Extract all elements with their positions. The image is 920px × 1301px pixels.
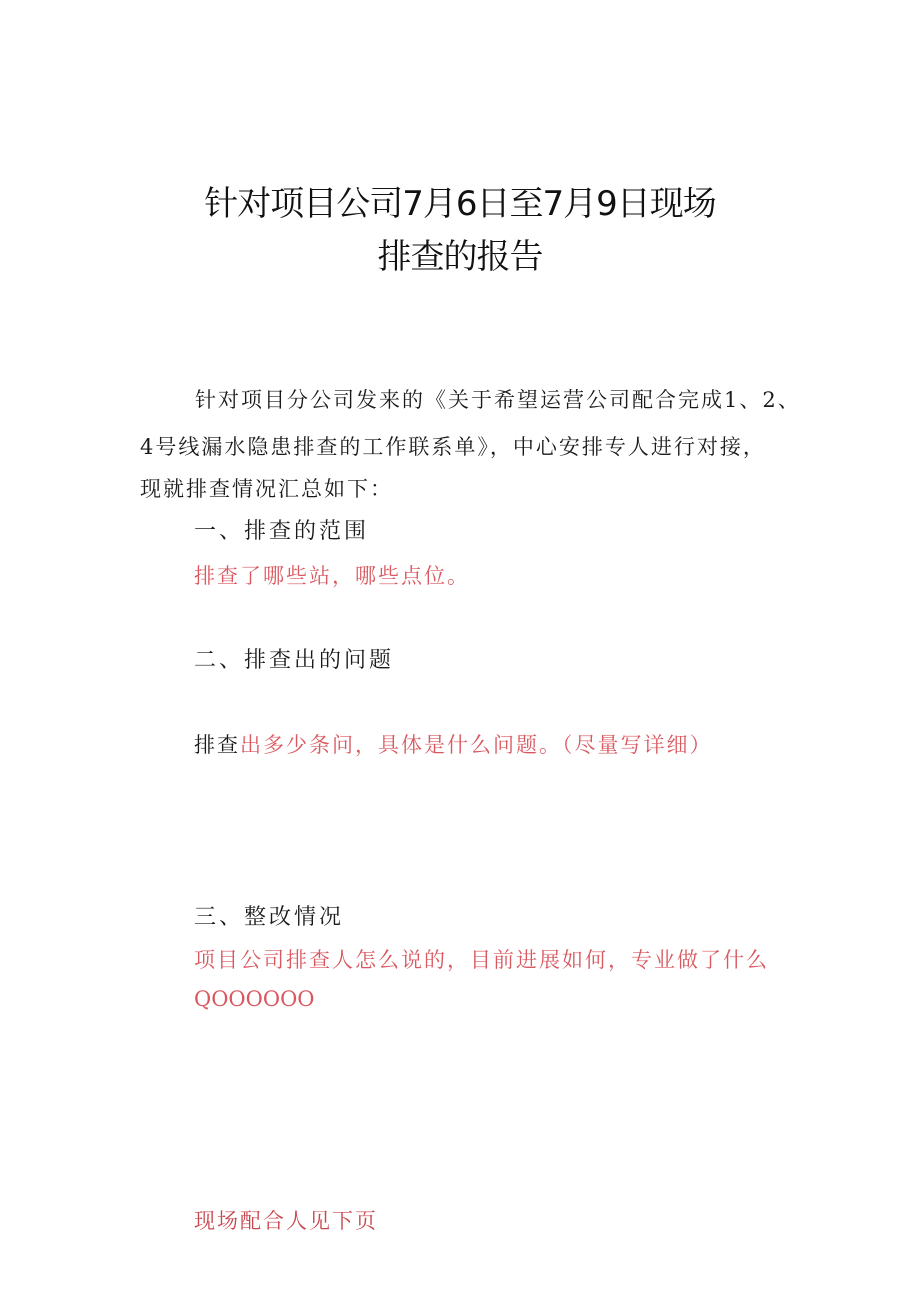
report-title-line-2: 排查的报告 xyxy=(377,237,543,277)
section-2-note-text: 出多少条问，具体是什么问题。（尽量写详细） xyxy=(240,733,713,757)
intro-paragraph-line-2: 4号线漏水隐患排查的工作联系单》，中心安排专人进行对接， xyxy=(140,435,766,459)
report-title-line-1: 针对项目公司7月6日至7月9日现场 xyxy=(204,184,716,224)
intro-paragraph-line-1: 针对项目分公司发来的《关于希望运营公司配合完成1、2、 xyxy=(195,388,801,412)
section-3-note-line-2: QOOOOOO xyxy=(194,987,315,1011)
section-2-heading: 二、排查出的问题 xyxy=(194,648,395,673)
footer-note: 现场配合人见下页 xyxy=(194,1209,378,1233)
section-2-note xyxy=(194,729,713,759)
section-1-note: 排查了哪些站，哪些点位。 xyxy=(194,564,470,588)
section-3-note-line-1: 项目公司排查人怎么说的，目前进展如何，专业做了什么 xyxy=(194,948,769,972)
intro-paragraph-line-3: 现就排查情况汇总如下： xyxy=(140,477,393,501)
section-1-heading: 一、排查的范围 xyxy=(194,519,370,544)
section-3-heading: 三、整改情况 xyxy=(194,905,345,930)
section-2-note-prefix: 排查 xyxy=(194,733,240,757)
